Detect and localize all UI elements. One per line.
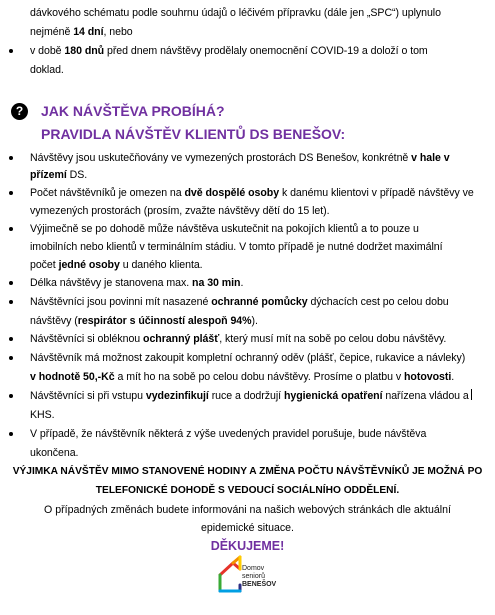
- info-line-2: epidemické situace.: [200, 522, 295, 534]
- exception-line-2: TELEFONICKÉ DOHODĚ S VEDOUCÍ SOCIÁLNÍHO ODDĚLENÍ.: [95, 485, 400, 496]
- rule-5-line-2: návštěvy (respirátor s účinností alespoň 94%).: [30, 315, 258, 327]
- intro-line-1: dávkového schématu podle souhrnu údajů o léčivém přípravku (dále jen „SPC“) uplynulo: [30, 7, 441, 19]
- rule-1-line-1: Návštěvy jsou uskutečňovány ve vymezených prostorách DS Benešov, konkrétně v hale v: [30, 152, 450, 164]
- rules-heading: PRAVIDLA NÁVŠTĚV KLIENTŮ DS BENEŠOV:: [41, 126, 346, 142]
- logo-text-line-1: Domov: [242, 565, 265, 572]
- section-heading: JAK NÁVŠTĚVA PROBÍHÁ?: [41, 103, 225, 119]
- bullet: [9, 227, 13, 231]
- rule-3-line-3: počet jedné osoby u daného klienta.: [30, 259, 203, 271]
- bullet: [9, 394, 13, 398]
- intro-line-3: v době 180 dnů před dnem návštěvy prodělaly onemocnění COVID-19 a doloží o tom: [30, 45, 428, 57]
- logo-text-line-2: seniorů: [242, 573, 265, 580]
- question-icon: ?: [11, 103, 28, 120]
- bullet: [9, 300, 13, 304]
- bullet: [9, 281, 13, 285]
- rule-6: Návštěvníci si obléknou ochranný plášť, který musí mít na sobě po celou dobu návštěvy.: [30, 333, 447, 345]
- intro-line-2: nejméně 14 dní, nebo: [30, 26, 133, 38]
- rule-9-line-2: ukončena.: [30, 447, 79, 459]
- bullet: [9, 356, 13, 360]
- bullet: [9, 49, 13, 53]
- bullet: [9, 191, 13, 195]
- rule-3-line-1: Výjimečně se po dohodě může návštěva uskutečnit na pokojích klientů a to pouze u: [30, 223, 419, 235]
- rule-1-line-2: přízemí DS.: [30, 169, 88, 181]
- rule-2-line-2: vymezených prostorách (prosím, zvažte návštěvy dětí do 15 let).: [30, 205, 330, 217]
- rule-2-line-1: Počet návštěvníků je omezen na dvě dospělé osoby k danému klientovi v případě návštěvy ve: [30, 187, 474, 199]
- text-cursor: [471, 389, 472, 400]
- bullet: [9, 156, 13, 160]
- exception-line-1: VÝJIMKA NÁVŠTĚV MIMO STANOVENÉ HODINY A ZMĚNA POČTU NÁVŠTĚVNÍKŮ JE MOŽNÁ PO: [12, 466, 483, 477]
- rule-8-line-1: Návštěvníci si při vstupu vydezinfikují ruce a dodržují hygienická opatření nařízena vládou a: [30, 389, 472, 403]
- rule-4: Délka návštěvy je stanovena max. na 30 min.: [30, 277, 244, 289]
- rule-7-line-1: Návštěvník má možnost zakoupit kompletní ochranný oděv (plášť, čepice, rukavice a návleky): [30, 352, 466, 364]
- rule-3-line-2: imobilních nebo klientů v terminálním stádiu. V tomto případě je nutné dodržet maximální: [30, 241, 443, 253]
- rule-8-line-2: KHS.: [30, 409, 55, 421]
- thanks-heading: DĚKUJEME!: [210, 539, 285, 553]
- logo-text-line-3: BENEŠOV: [242, 581, 277, 588]
- rule-7-line-2: v hodnotě 50,-Kč a mít ho na sobě po celou dobu návštěvy. Prosíme o platbu v hotovosti.: [30, 371, 455, 383]
- info-line-1: O případných změnách budete informováni na našich webových stránkách dle aktuální: [44, 504, 451, 516]
- rule-9-line-1: V případě, že návštěvník některá z výše uvedených pravidel porušuje, bude návštěva: [30, 428, 427, 440]
- rule-5-line-1: Návštěvníci jsou povinni mít nasazené ochranné pomůcky dýchacích cest po celou dobu: [30, 296, 449, 308]
- bullet: [9, 337, 13, 341]
- bullet: [9, 432, 13, 436]
- intro-line-4: doklad.: [30, 64, 64, 76]
